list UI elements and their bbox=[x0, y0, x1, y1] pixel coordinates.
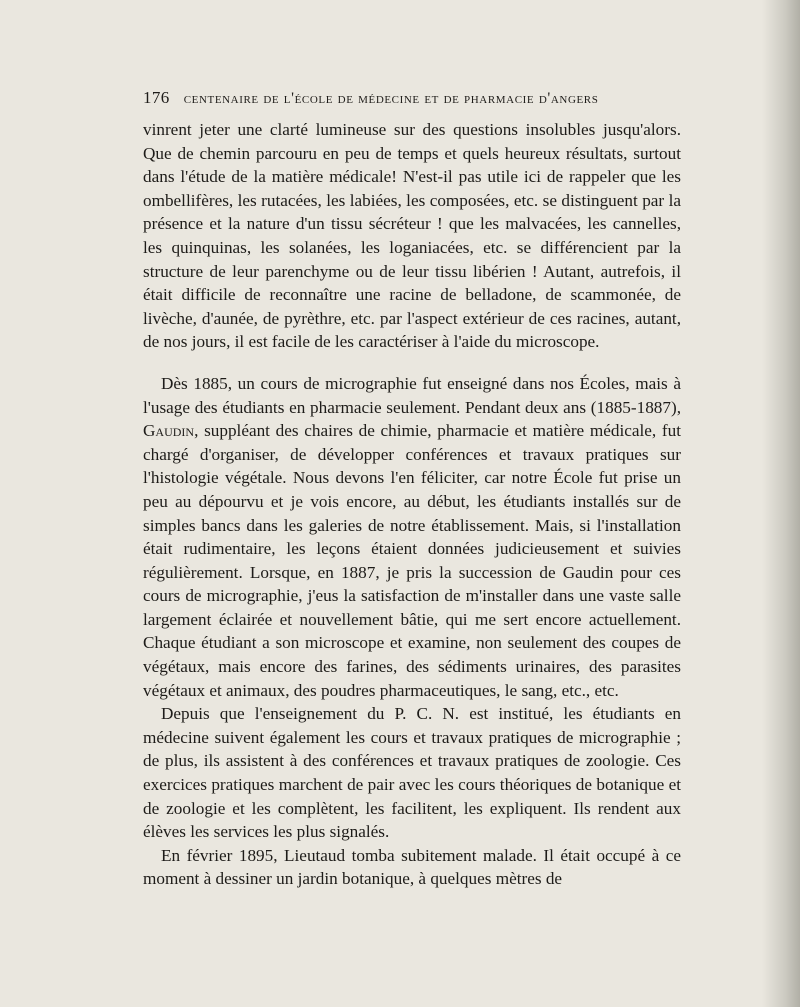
paragraph-2-part-b: , suppléant des chaires de chimie, pharmacie et matière médicale, fut chargé d'organiser, de développer conférences et travaux pratiques sur l'histologie végétale. Nous devons l'en féliciter, car notre École fut prise un peu au dépourvu et je vois encore, au début, les étudiants installés sur de simples bancs dans les galeries de notre établissement. Mais, si l'installation était rudimentaire, les leçons étaient données judicieusement et suivies régulièrement. Lorsque, en 1887, je pris la succession de Gaudin pour ces cours de micrographie, j'eus la satisfaction de m'installer dans une vaste salle largement éclairée et nouvellement bâtie, qui me sert encore actuellement. Chaque étudiant a son microscope et examine, non seulement des coupes de végétaux, mais encore des farines, des sédiments urinaires, des parasites végétaux et animaux, des poudres pharmaceutiques, le sang, etc., etc. bbox=[143, 421, 681, 700]
body-text bbox=[143, 118, 681, 891]
paragraph-2 bbox=[143, 372, 681, 702]
paragraph-2-part-a: Dès 1885, un cours de micrographie fut enseigné dans nos Écoles, mais à l'usage des étudiants en pharmacie seulement. Pendant deux ans (1885-1887), bbox=[143, 373, 681, 417]
paragraph-3: Depuis que l'enseignement du P. C. N. est institué, les étudiants en médecine suivent également les cours et travaux pratiques de micrographie ; de plus, ils assistent à des conférences et travaux pratiques de zoologie. Ces exercices pratiques marchent de pair avec les cours théoriques de botanique et de zoologie et les complètent, les facilitent, les expliquent. Ils rendent aux élèves les services les plus signalés. bbox=[143, 704, 681, 842]
paragraph-4: En février 1895, Lieutaud tomba subitement malade. Il était occupé à ce moment à dessiner un jardin botanique, à quelques mètres de bbox=[143, 845, 681, 889]
running-head: centenaire de l'école de médecine et de pharmacie d'angers bbox=[183, 90, 599, 107]
page-header bbox=[143, 88, 683, 108]
author-name-gaudin: Gaudin bbox=[143, 421, 195, 441]
paragraph-1: vinrent jeter une clarté lumineuse sur des questions insolubles jusqu'alors. Que de chemin parcouru en peu de temps et quels heureux résultats, surtout dans l'étude de la matière médicale! N'est-il pas utile ici de rappeler que les ombellifères, les rutacées, les labiées, les composées, etc. se distinguent par la présence et la nature d'un tissu sécréteur ! que les malvacées, les cannelles, les quinquinas, les solanées, les loganiacées, etc. se différencient par la structure de leur parenchyme ou de leur tissu libérien ! Autant, autrefois, il était difficile de reconnaître une racine de belladone, de scammonée, de livèche, d'aunée, de pyrèthre, etc. par l'aspect extérieur de ces racines, autant, de nos jours, il est facile de les caractériser à l'aide du microscope. bbox=[143, 120, 681, 352]
page-edge-shadow bbox=[762, 0, 800, 1007]
page-number: 176 bbox=[143, 88, 170, 107]
